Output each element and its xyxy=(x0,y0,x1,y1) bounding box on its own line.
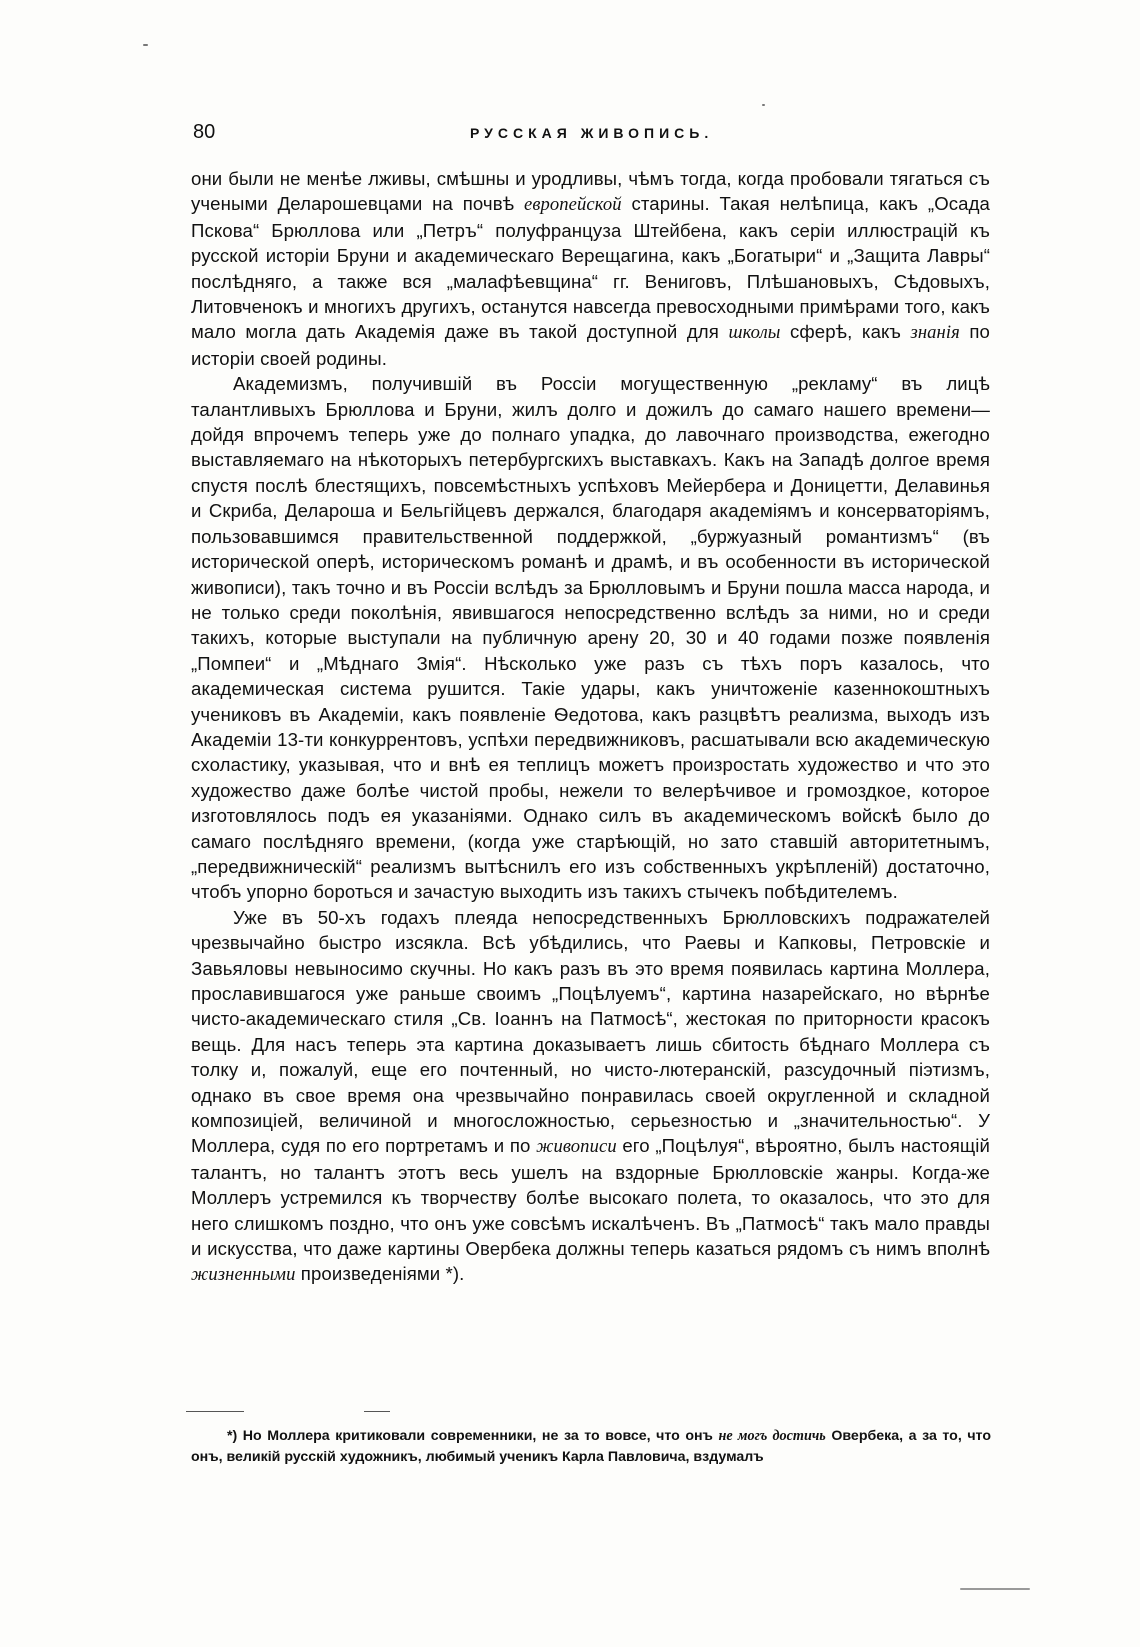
footnote-separator xyxy=(186,1408,406,1416)
paper-speck xyxy=(960,1588,1030,1590)
text-run: сферѣ, какъ xyxy=(780,321,911,343)
footnote-text xyxy=(191,1426,991,1468)
paragraph xyxy=(191,905,990,1288)
paper-speck xyxy=(762,104,765,106)
running-title: РУССКАЯ ЖИВОПИСЬ. xyxy=(470,125,714,141)
text-run: Овербека, а за то, что онъ, великій русскій художникъ, любимый ученикъ Карла Павловича, вздумалъ xyxy=(191,1428,991,1465)
italic-text: школы xyxy=(728,322,781,344)
paragraph xyxy=(191,166,990,371)
text-run: *) Но Моллера критиковали современники, не за то вовсе, что онъ xyxy=(227,1428,719,1444)
italic-text: знанія xyxy=(910,322,960,344)
text-run: произведеніями *). xyxy=(295,1263,465,1285)
text-run: его „Поцѣлуя“, вѣроятно, былъ настоящій талантъ, но талантъ этотъ весь ушелъ на вздорные Брюлловскіе жанры. Когда-же Моллеръ устремился къ творчеству болѣе высокаго полета, то оказалось, что это для него слишкомъ поздно, что онъ уже совсѣмъ искалѣченъ. Въ „Патмосѣ“ такъ мало правды и искусства, что даже картины Овербека должны теперь казаться рядомъ съ нимъ вполнѣ xyxy=(191,1135,990,1260)
text-run: по исторіи своей родины. xyxy=(191,321,990,369)
main-text xyxy=(191,166,990,1288)
italic-text: не могъ достичь xyxy=(718,1428,826,1444)
text-run: они были не менѣе лживы, смѣшны и уродливы, чѣмъ тогда, когда пробовали тягаться съ учеными Деларошевцами на почвѣ xyxy=(191,168,990,215)
italic-text: жизненными xyxy=(191,1264,296,1286)
paper-speck xyxy=(143,44,148,46)
paragraph xyxy=(191,371,990,905)
page-number: 80 xyxy=(193,121,216,143)
footnote xyxy=(191,1426,991,1468)
italic-text: живописи xyxy=(536,1136,617,1158)
text-run: старины. Такая нелѣпица, какъ „Осада Пскова“ Брюллова или „Петръ“ полуфранцуза Штейбена, какъ серіи иллюстрацій къ русской исторіи Бруни и академическаго Верещагина, какъ „Богатыри“ и „Защита Лавры“ послѣдняго, а также вся „малафѣевщина“ гг. Вениговъ, Плѣшановыхъ, Сѣдовыхъ, Литовченокъ и многихъ другихъ, останутся навсегда превосходными примѣрами того, какъ мало могла дать Академія даже въ такой доступной для xyxy=(191,193,990,343)
text-run: Уже въ 50-хъ годахъ плеяда непосредственныхъ Брюлловскихъ подражателей чрезвычайно быстро изсякла. Всѣ убѣдились, что Раевы и Капковы, Петровскіе и Завьяловы невыносимо скучны. Но какъ разъ въ это время появилась картина Моллера, прославившагося уже раньше своимъ „Поцѣлуемъ“, картина назарейскаго, но вѣрнѣе чисто-академическаго стиля „Св. Іоаннъ на Патмосѣ“, жестокая по приторности красокъ вещь. Для насъ теперь эта картина доказываетъ лишь сбитость бѣднаго Моллера съ толку и, пожалуй, еще его почтенный, но чисто-лютеранскій, разсудочный піэтизмъ, однако въ свое время она чрезвычайно понравилась своей округленной и складной композиціей, величиной и многосложностью, серьезностью и „значительностью“. У Моллера, судя по его портретамъ и по xyxy=(191,906,990,1157)
italic-text: европейской xyxy=(523,194,622,216)
text-run: Академизмъ, получившій въ Россіи могущественную „рекламу“ въ лицѣ талантливыхъ Брюллова и Бруни, жилъ долго и дожилъ до самаго нашего времени—дойдя впрочемъ теперь уже до полнаго упадка, до лавочнаго производства, ежегодно выставляемаго на нѣкоторыхъ петербургскихъ выставкахъ. Какъ на Западѣ долгое время спустя послѣ блестящихъ, повсемѣстныхъ успѣховъ Мейербера и Доницетти, Делавинья и Скриба, Делароша и Бельгійцевъ держался, благодаря академіямъ и консерваторіямъ, пользовавшимся правительственной поддержкой, „буржуазный романтизмъ“ (въ исторической оперѣ, историческомъ романѣ и драмѣ, и въ особенности въ исторической живописи), такъ точно и въ Россіи вслѣдъ за Брюлловымъ и Бруни пошла масса народа, и не только среди поколѣнія, явившагося непосредственно вслѣдъ за ними, но и среди такихъ, которые выступали на публичную арену 20, 30 и 40 годами позже появленія „Помпеи“ и „Мѣднаго Змія“. Нѣсколько уже разъ съ тѣхъ поръ казалось, что академическая система рушится. Такіе удары, какъ уничтоженіе казеннокоштныхъ учениковъ въ Академіи, какъ появленіе Ѳедотова, какъ разцвѣтъ реализма, выходъ изъ Академіи 13-ти конкуррентовъ, успѣхи передвижниковъ, расшатывали всю академическую схоластику, указывая, что и внѣ ея теплицъ можетъ произростать художество и что это художество даже болѣе чистой пробы, нежели то велерѣчивое и громоздкое, которое изготовлялось подъ ея указаніями. Однако силъ въ академическомъ войскѣ было до самаго послѣдняго времени, (когда уже старѣющій, но зато ставшій авторитетнымъ, „передвижническій“ реализмъ вытѣснилъ его изъ собственныхъ укрѣпленій) достаточно, чтобъ упорно бороться и зачастую выходить изъ такихъ стычекъ побѣдителемъ. xyxy=(191,373,990,903)
